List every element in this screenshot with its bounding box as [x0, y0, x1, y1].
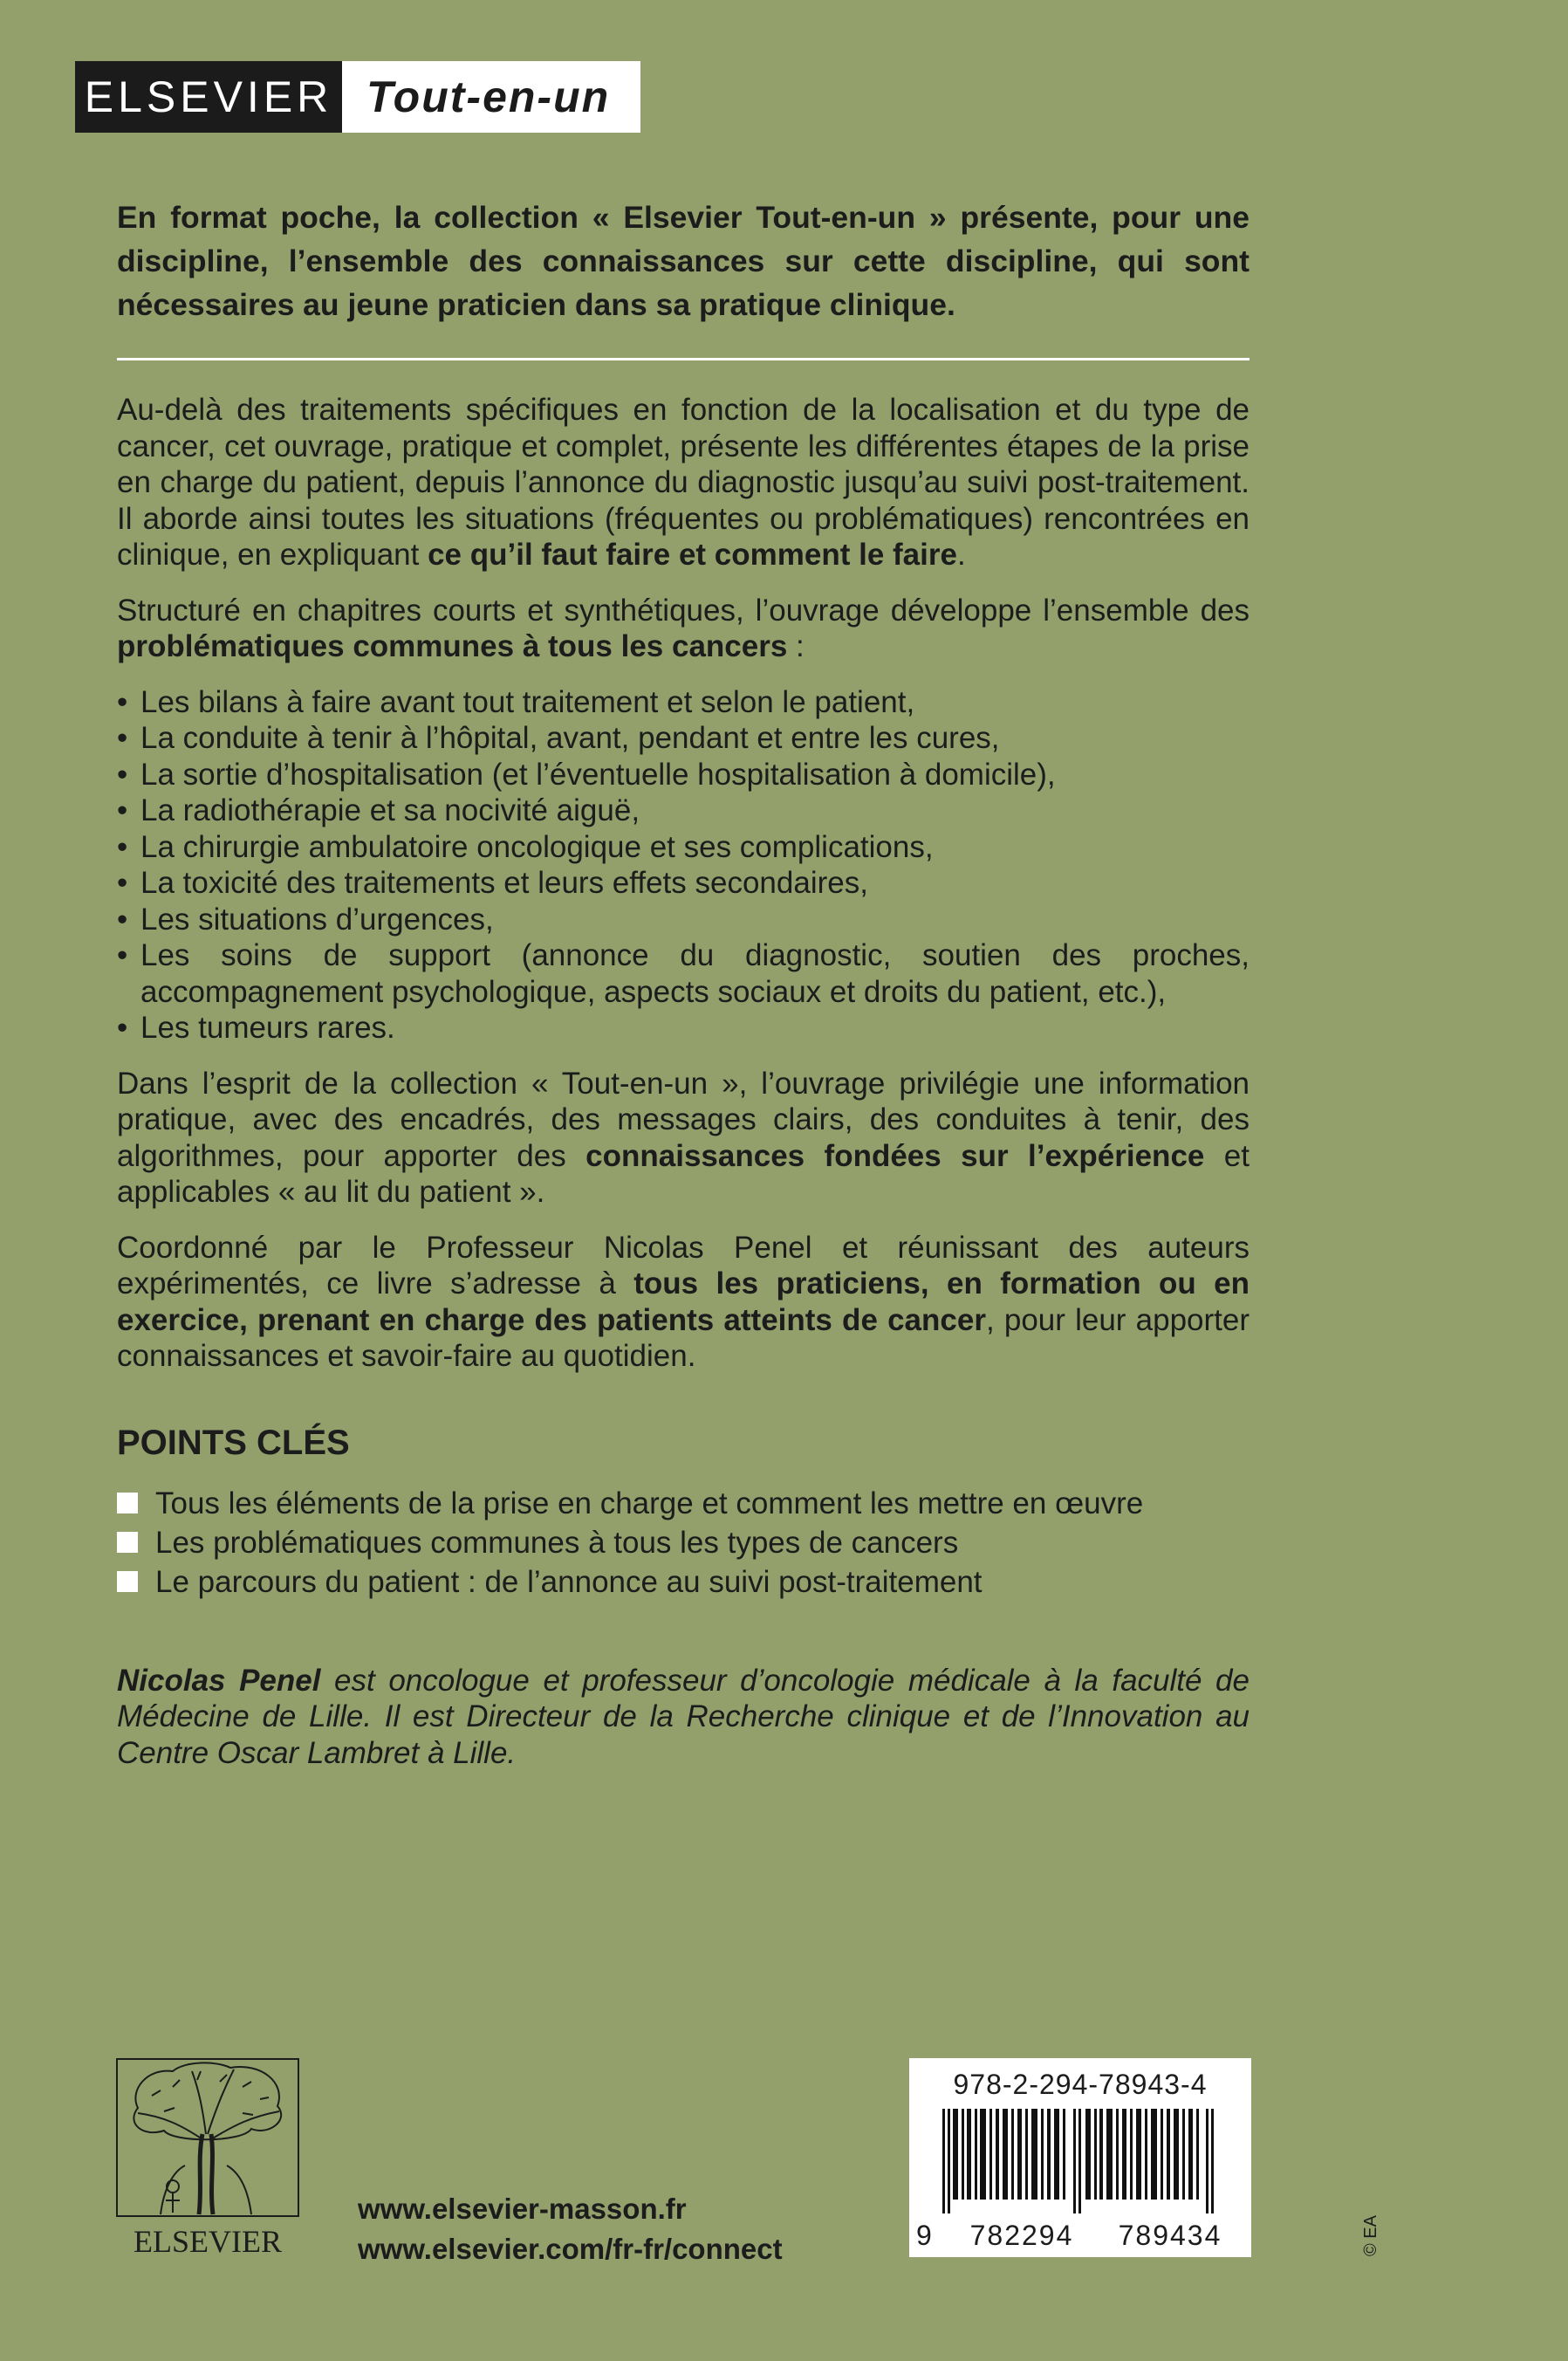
barcode-bars-icon: [927, 2109, 1234, 2213]
publisher-urls: [358, 2189, 783, 2269]
paragraph-end: , pour leur apporter connaissances et savoir-faire au quotidien.: [117, 1302, 1250, 1373]
paragraph-emphasis: problématiques communes à tous les cancers: [117, 629, 788, 663]
list-item-text: La sortie d’hospitalisation (et l’éventuelle hospitalisation à domicile),: [140, 757, 1056, 792]
list-item: [117, 757, 1250, 793]
list-item-text: La radiothérapie et sa nocivité aiguë,: [140, 793, 640, 827]
square-bullet-icon: [117, 1493, 138, 1513]
list-item: [117, 684, 1250, 721]
series-banner: [75, 61, 640, 133]
back-cover-text: [117, 196, 1250, 1771]
elsevier-logo: [112, 2056, 304, 2259]
paragraph-emphasis: ce qu’il faut faire et comment le faire: [428, 538, 957, 572]
list-item: [117, 1484, 1250, 1523]
points-cles-heading: POINTS CLÉS: [117, 1423, 350, 1462]
list-item: [117, 902, 1250, 938]
intro-paragraph: En format poche, la collection « Elsevier Tout-en-un » présente, pour une discipline, l’ensemble des connaissances sur cette discipline, qui sont nécessaires au jeune praticien dans sa pratique clinique.: [117, 200, 1250, 322]
bullet-dot-icon: •: [117, 938, 128, 972]
elsevier-tree-icon: [112, 2056, 304, 2221]
paragraph-end: et applicables « au lit du patient ».: [117, 1138, 1250, 1209]
list-item: [117, 1562, 1250, 1602]
list-item: [117, 865, 1250, 902]
isbn-number: 978-2-294-78943-4: [953, 2069, 1208, 2100]
square-bullet-icon: [117, 1571, 138, 1592]
paragraph-emphasis: connaissances fondées sur l’expérience: [585, 1138, 1205, 1173]
isbn-barcode: [909, 2058, 1251, 2257]
list-item: [117, 1523, 1250, 1562]
barcode-digit-first: 9: [916, 2220, 932, 2251]
url-elsevier-connect[interactable]: www.elsevier.com/fr-fr/connect: [358, 2233, 783, 2265]
paragraph-text: Structuré en chapitres courts et synthétiques, l’ouvrage développe l’ensemble des: [117, 593, 1250, 628]
divider-rule: [117, 358, 1250, 360]
barcode-digits: [916, 2220, 1244, 2252]
bullet-dot-icon: •: [117, 866, 128, 900]
bullet-dot-icon: •: [117, 1011, 128, 1045]
list-item-text: La toxicité des traitements et leurs effets secondaires,: [140, 866, 868, 900]
author-bio-text: est oncologue et professeur d’oncologie médicale à la faculté de Médecine de Lille. Il est Directeur de la Recherche clinique et de l’Innovation au Centre Oscar Lambret à Lille.: [117, 1663, 1250, 1770]
list-item: [117, 793, 1250, 829]
paragraph-structure: [117, 593, 1250, 665]
barcode-digits-right: 789434: [1118, 2220, 1222, 2251]
banner-brand: ELSEVIER: [75, 61, 342, 133]
bullet-dot-icon: •: [117, 684, 128, 719]
topics-list: [117, 684, 1250, 1047]
author-bio: [117, 1663, 1250, 1772]
list-item: [117, 937, 1250, 1010]
list-item-text: Les problématiques communes à tous les types de cancers: [155, 1525, 959, 1560]
banner-series-title: Tout-en-un: [342, 61, 640, 133]
url-elsevier-masson[interactable]: www.elsevier-masson.fr: [358, 2193, 687, 2225]
image-credit: © EA: [1361, 2215, 1380, 2256]
list-item-text: Les tumeurs rares.: [140, 1011, 395, 1045]
bullet-dot-icon: •: [117, 757, 128, 792]
square-bullet-icon: [117, 1532, 138, 1553]
barcode-digits-left: 782294: [969, 2220, 1074, 2251]
paragraph-text: Dans l’esprit de la collection « Tout-en-un », l’ouvrage privilégie une information pratique, avec des encadrés, des messages clairs, des conduites à tenir, des algorithmes, pour apporter des: [117, 1066, 1250, 1173]
paragraph-audience: [117, 1230, 1250, 1375]
paragraph-text: Coordonné par le Professeur Nicolas Penel et réunissant des auteurs expérimentés, ce livre s’adresse à: [117, 1230, 1250, 1301]
list-item-text: La chirurgie ambulatoire oncologique et ses complications,: [140, 829, 934, 864]
list-item: [117, 720, 1250, 757]
list-item: [117, 829, 1250, 866]
paragraph-end: .: [956, 538, 966, 572]
paragraph-emphasis: tous les praticiens, en formation ou en exercice, prenant en charge des patients atteints de cancer: [117, 1266, 1250, 1337]
list-item-text: Les bilans à faire avant tout traitement et selon le patient,: [140, 684, 915, 719]
list-item-text: Les soins de support (annonce du diagnostic, soutien des proches, accompagnement psychologique, aspects sociaux et droits du patient, etc.),: [140, 938, 1250, 1009]
key-points-list: [117, 1484, 1250, 1602]
elsevier-wordmark: ELSEVIER: [134, 2224, 282, 2259]
paragraph-text: Au-delà des traitements spécifiques en fonction de la localisation et du type de cancer, cet ouvrage, pratique et complet, présente les différentes étapes de la prise en charge du patient, depuis l’annonce du diagnostic jusqu’au suivi post-traitement. Il aborde ainsi toutes les situations (fréquentes ou problématiques) rencontrées en clinique, en expliquant: [117, 393, 1250, 572]
bullet-dot-icon: •: [117, 721, 128, 755]
author-name: Nicolas Penel: [117, 1663, 321, 1698]
bullet-dot-icon: •: [117, 902, 128, 937]
list-item: [117, 1010, 1250, 1047]
bullet-dot-icon: •: [117, 829, 128, 864]
bullet-dot-icon: •: [117, 793, 128, 827]
paragraph-end: :: [787, 629, 805, 663]
list-item-text: Le parcours du patient : de l’annonce au suivi post-traitement: [155, 1564, 983, 1599]
list-item-text: Tous les éléments de la prise en charge et comment les mettre en œuvre: [155, 1486, 1144, 1520]
list-item-text: Les situations d’urgences,: [140, 902, 494, 937]
list-item-text: La conduite à tenir à l’hôpital, avant, pendant et entre les cures,: [140, 721, 1000, 755]
paragraph-approach: [117, 1066, 1250, 1211]
paragraph-overview: [117, 392, 1250, 573]
